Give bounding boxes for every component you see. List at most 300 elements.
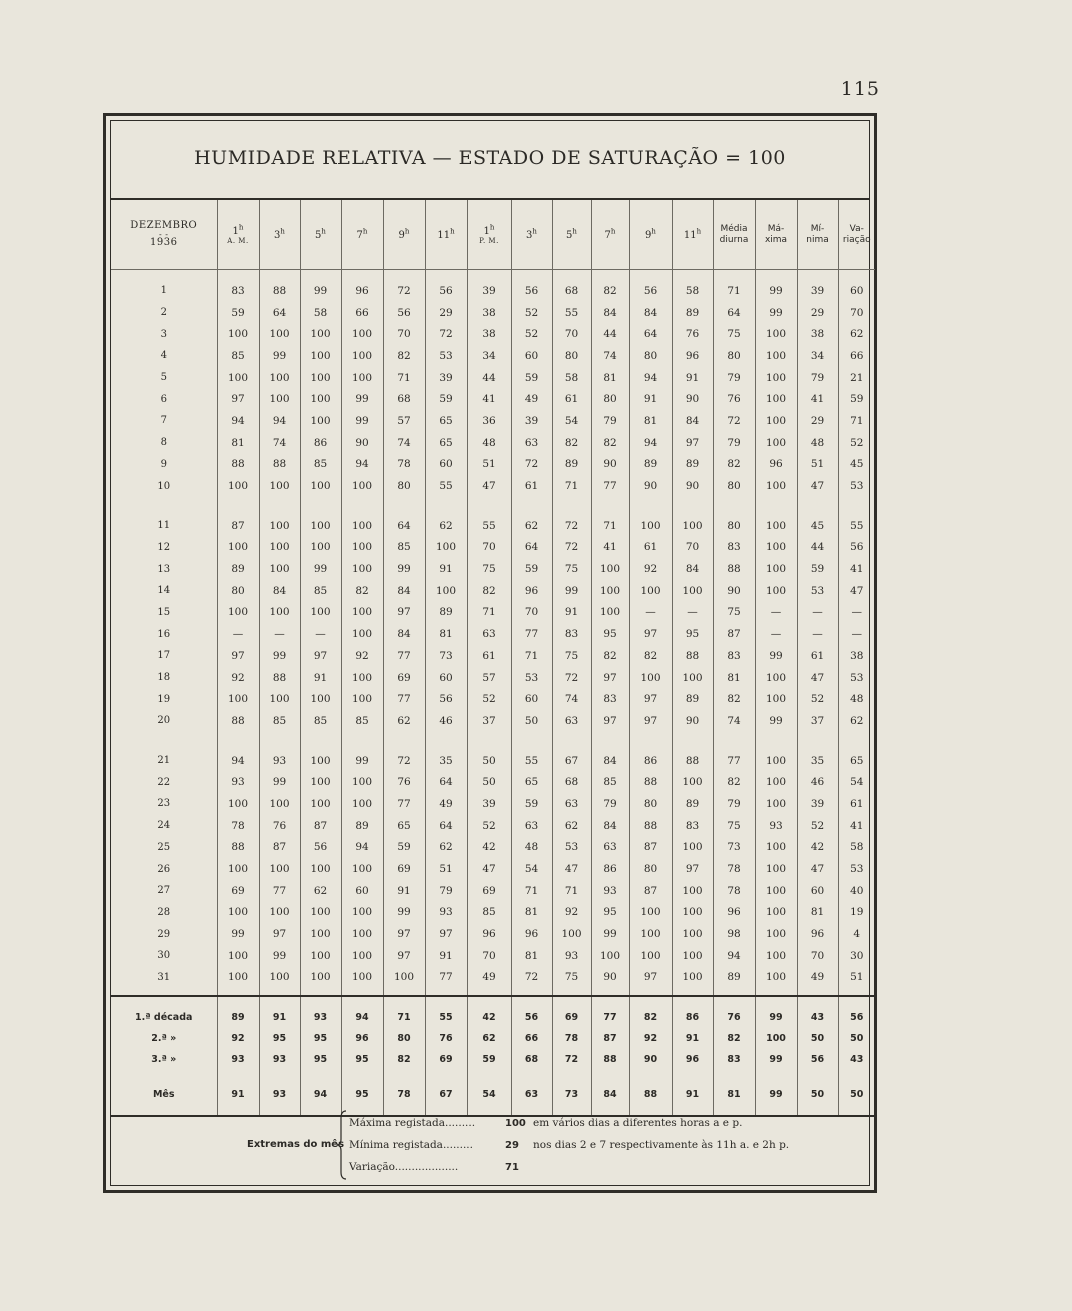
value-cell: 89 xyxy=(672,793,713,815)
value-cell: 100 xyxy=(259,793,300,815)
value-cell: 78 xyxy=(713,880,755,902)
header-variacao xyxy=(838,200,875,270)
value-cell: 87 xyxy=(713,623,755,645)
spacer-cell xyxy=(511,497,552,515)
header-hour-6 xyxy=(425,200,467,270)
value-cell: 96 xyxy=(713,902,755,924)
spacer-cell xyxy=(797,988,838,996)
row-label: 19 xyxy=(157,693,171,705)
value-cell: 100 xyxy=(300,345,341,367)
spacer-cell xyxy=(797,270,838,281)
value-cell: 100 xyxy=(672,580,713,602)
value-cell: 74 xyxy=(383,432,425,454)
header-hour-label xyxy=(315,227,326,241)
row-label: 27 xyxy=(157,885,171,897)
value-cell: 88 xyxy=(591,1049,629,1070)
value-cell: 82 xyxy=(467,580,511,602)
header-hour-label xyxy=(566,227,577,241)
extreme-min-note: nos dias 2 e 7 respectivamente às 11h a. e 2h p. xyxy=(533,1139,790,1151)
value-cell: 91 xyxy=(425,945,467,967)
value-cell: 91 xyxy=(629,388,672,410)
value-cell: 99 xyxy=(259,345,300,367)
spacer-cell xyxy=(217,270,259,281)
value-cell: 79 xyxy=(797,367,838,389)
value-cell: 19 xyxy=(838,902,875,924)
table-row xyxy=(111,688,875,710)
value-cell: 60 xyxy=(425,667,467,689)
value-cell: 67 xyxy=(552,750,591,772)
value-cell: 56 xyxy=(838,537,875,559)
header-hour-mark: h xyxy=(238,223,244,232)
value-cell: 75 xyxy=(552,645,591,667)
row-label: 3 xyxy=(160,328,167,340)
value-cell: 82 xyxy=(552,432,591,454)
value-cell: 78 xyxy=(713,858,755,880)
value-cell: 52 xyxy=(797,688,838,710)
value-cell: 100 xyxy=(341,345,383,367)
row-label: 25 xyxy=(157,841,171,853)
value-cell: 62 xyxy=(552,815,591,837)
value-cell: 86 xyxy=(300,432,341,454)
value-cell: 100 xyxy=(341,558,383,580)
value-cell: 38 xyxy=(797,323,838,345)
value-cell: 66 xyxy=(838,345,875,367)
value-cell: 49 xyxy=(425,793,467,815)
spacer-cell xyxy=(552,732,591,750)
value-cell: 52 xyxy=(467,815,511,837)
value-cell: 100 xyxy=(755,793,797,815)
value-cell: 100 xyxy=(755,923,797,945)
summary-separator xyxy=(111,988,875,996)
value-cell: 96 xyxy=(755,454,797,476)
header-hour-number: 9 xyxy=(398,229,405,241)
value-cell: 62 xyxy=(511,515,552,537)
spacer-cell xyxy=(552,1070,591,1084)
header-maxima xyxy=(755,200,797,270)
value-cell: 70 xyxy=(838,302,875,324)
summary-row xyxy=(111,1028,875,1049)
value-cell: 34 xyxy=(467,345,511,367)
value-cell: 51 xyxy=(838,967,875,989)
brace-icon xyxy=(337,1110,347,1180)
spacer-cell xyxy=(425,996,467,1007)
table-row xyxy=(111,967,875,989)
value-cell: 29 xyxy=(425,302,467,324)
value-cell: 56 xyxy=(511,280,552,302)
value-cell: 86 xyxy=(591,858,629,880)
header-hour-label xyxy=(232,223,244,237)
value-cell: 78 xyxy=(552,1028,591,1049)
table-row xyxy=(111,475,875,497)
value-cell: 77 xyxy=(511,623,552,645)
value-cell: 100 xyxy=(341,902,383,924)
value-cell: 66 xyxy=(511,1028,552,1049)
value-cell: 50 xyxy=(467,771,511,793)
value-cell: 97 xyxy=(383,923,425,945)
value-cell: 85 xyxy=(217,345,259,367)
value-cell: 79 xyxy=(713,793,755,815)
value-cell: 99 xyxy=(217,923,259,945)
extreme-variation-label: Variação................... xyxy=(349,1161,459,1173)
spacer-cell xyxy=(300,732,341,750)
value-cell: 100 xyxy=(629,667,672,689)
value-cell: 64 xyxy=(425,771,467,793)
value-cell: 82 xyxy=(629,645,672,667)
header-hour-11 xyxy=(629,200,672,270)
header-hour-number: 9 xyxy=(645,229,652,241)
header-hour-label xyxy=(356,227,368,241)
spacer-cell xyxy=(511,270,552,281)
table-row xyxy=(111,580,875,602)
value-cell: 83 xyxy=(713,1049,755,1070)
header-hour-number: 1 xyxy=(483,225,490,237)
value-cell: 95 xyxy=(591,902,629,924)
value-cell: 84 xyxy=(383,623,425,645)
value-cell: 95 xyxy=(341,1084,383,1105)
value-cell: 45 xyxy=(797,515,838,537)
spacer-cell xyxy=(467,988,511,996)
value-cell: 100 xyxy=(591,602,629,624)
value-cell: 95 xyxy=(259,1028,300,1049)
row-label: 11 xyxy=(157,520,171,532)
value-cell: 100 xyxy=(300,902,341,924)
table-row xyxy=(111,432,875,454)
value-cell: 39 xyxy=(467,793,511,815)
value-cell: 79 xyxy=(713,432,755,454)
spacer-cell xyxy=(552,988,591,996)
value-cell: 62 xyxy=(838,710,875,732)
value-cell: 52 xyxy=(511,323,552,345)
value-cell: — xyxy=(300,623,341,645)
value-cell: 100 xyxy=(672,923,713,945)
value-cell: 100 xyxy=(755,771,797,793)
value-cell: 83 xyxy=(672,815,713,837)
value-cell: 100 xyxy=(755,880,797,902)
value-cell: 38 xyxy=(838,645,875,667)
value-cell: 97 xyxy=(217,388,259,410)
value-cell: 84 xyxy=(672,558,713,580)
value-cell: 100 xyxy=(672,880,713,902)
value-cell: 68 xyxy=(552,280,591,302)
value-cell: 84 xyxy=(672,410,713,432)
value-cell: 76 xyxy=(713,1007,755,1028)
value-cell: 100 xyxy=(341,515,383,537)
table-row xyxy=(111,710,875,732)
value-cell: 87 xyxy=(629,880,672,902)
value-cell: 92 xyxy=(217,1028,259,1049)
row-label: Mês xyxy=(152,1089,175,1101)
value-cell: 52 xyxy=(797,815,838,837)
value-cell: 38 xyxy=(467,323,511,345)
value-cell: 100 xyxy=(259,515,300,537)
value-cell: — xyxy=(755,623,797,645)
header-dash: - - xyxy=(159,229,169,239)
table-row xyxy=(111,280,875,302)
value-cell: 71 xyxy=(383,1007,425,1028)
value-cell: 100 xyxy=(629,902,672,924)
value-cell: 100 xyxy=(300,602,341,624)
spacer-cell xyxy=(591,988,629,996)
spacer-cell xyxy=(425,497,467,515)
header-hour-label xyxy=(526,227,537,241)
header-hour-number: 3 xyxy=(274,229,281,241)
value-cell: 80 xyxy=(629,345,672,367)
value-cell: 99 xyxy=(755,710,797,732)
value-cell: 99 xyxy=(259,945,300,967)
spacer-cell xyxy=(713,497,755,515)
value-cell: 81 xyxy=(713,1084,755,1105)
spacer-cell xyxy=(591,1070,629,1084)
row-label: 29 xyxy=(157,928,171,940)
value-cell: 47 xyxy=(467,475,511,497)
header-variacao-line: Va- xyxy=(849,224,864,235)
value-cell: 77 xyxy=(591,475,629,497)
value-cell: 100 xyxy=(300,688,341,710)
value-cell: 91 xyxy=(259,1007,300,1028)
value-cell: 79 xyxy=(713,367,755,389)
value-cell: 100 xyxy=(755,1028,797,1049)
value-cell: 71 xyxy=(511,645,552,667)
value-cell: 62 xyxy=(425,837,467,859)
value-cell: 95 xyxy=(591,623,629,645)
value-cell: 91 xyxy=(552,602,591,624)
header-month-cell xyxy=(111,200,217,270)
value-cell: 85 xyxy=(300,710,341,732)
spacer-cell xyxy=(755,270,797,281)
header-media xyxy=(713,200,755,270)
value-cell: 81 xyxy=(629,410,672,432)
value-cell: 89 xyxy=(672,688,713,710)
value-cell: 100 xyxy=(341,793,383,815)
spacer-cell xyxy=(838,270,875,281)
spacer-cell xyxy=(511,988,552,996)
value-cell: 96 xyxy=(511,923,552,945)
header-hour-mark: h xyxy=(651,227,656,236)
value-cell: 64 xyxy=(713,302,755,324)
value-cell: 99 xyxy=(755,645,797,667)
header-hour-2 xyxy=(259,200,300,270)
value-cell: 100 xyxy=(755,837,797,859)
value-cell: 55 xyxy=(552,302,591,324)
value-cell: 90 xyxy=(629,1049,672,1070)
value-cell: 34 xyxy=(797,345,838,367)
value-cell: 61 xyxy=(838,793,875,815)
value-cell: 70 xyxy=(467,945,511,967)
spacer-cell xyxy=(259,270,300,281)
spacer-cell xyxy=(552,996,591,1007)
extreme-max-label: Máxima registada......... xyxy=(349,1117,476,1129)
value-cell: 56 xyxy=(383,302,425,324)
value-cell: 76 xyxy=(383,771,425,793)
value-cell: 95 xyxy=(672,623,713,645)
header-hour-number: 11 xyxy=(437,229,451,241)
humidity-table xyxy=(111,200,875,1117)
value-cell: 100 xyxy=(755,858,797,880)
value-cell: 100 xyxy=(629,923,672,945)
value-cell: 79 xyxy=(591,793,629,815)
top-spacer xyxy=(111,270,875,281)
value-cell: 61 xyxy=(511,475,552,497)
table-row xyxy=(111,793,875,815)
value-cell: 41 xyxy=(838,558,875,580)
month-gap xyxy=(111,1070,875,1084)
value-cell: 69 xyxy=(383,667,425,689)
value-cell: 85 xyxy=(341,710,383,732)
row-label: 6 xyxy=(160,393,167,405)
value-cell: 71 xyxy=(838,410,875,432)
value-cell: 77 xyxy=(713,750,755,772)
value-cell: 39 xyxy=(467,280,511,302)
spacer-cell xyxy=(797,1070,838,1084)
row-label: 31 xyxy=(157,971,171,983)
value-cell: 56 xyxy=(425,688,467,710)
header-maxima-line: Má- xyxy=(767,224,785,235)
value-cell: 60 xyxy=(341,880,383,902)
value-cell: 88 xyxy=(629,771,672,793)
page-number: 115 xyxy=(840,78,880,100)
value-cell: 97 xyxy=(259,923,300,945)
value-cell: 53 xyxy=(797,580,838,602)
spacer-cell xyxy=(755,732,797,750)
value-cell: 51 xyxy=(425,858,467,880)
value-cell: 100 xyxy=(217,602,259,624)
value-cell: 91 xyxy=(425,558,467,580)
row-label: 1.ª década xyxy=(135,1012,193,1024)
value-cell: 48 xyxy=(511,837,552,859)
value-cell: 72 xyxy=(425,323,467,345)
row-label: 14 xyxy=(157,585,171,597)
value-cell: — xyxy=(797,602,838,624)
value-cell: 92 xyxy=(629,558,672,580)
value-cell: 80 xyxy=(713,345,755,367)
value-cell: 73 xyxy=(713,837,755,859)
value-cell: 100 xyxy=(259,537,300,559)
value-cell: 76 xyxy=(713,388,755,410)
value-cell: 53 xyxy=(425,345,467,367)
value-cell: 100 xyxy=(755,688,797,710)
value-cell: 35 xyxy=(797,750,838,772)
value-cell: 76 xyxy=(425,1028,467,1049)
value-cell: 100 xyxy=(629,945,672,967)
spacer-cell xyxy=(467,270,511,281)
spacer-cell xyxy=(217,1070,259,1084)
value-cell: 88 xyxy=(259,280,300,302)
value-cell: 100 xyxy=(672,945,713,967)
value-cell: 100 xyxy=(341,923,383,945)
value-cell: 95 xyxy=(341,1049,383,1070)
value-cell: 90 xyxy=(672,710,713,732)
spacer-cell xyxy=(713,270,755,281)
value-cell: 88 xyxy=(217,710,259,732)
value-cell: 84 xyxy=(591,750,629,772)
value-cell: 72 xyxy=(552,515,591,537)
value-cell: 57 xyxy=(383,410,425,432)
value-cell: 47 xyxy=(467,858,511,880)
spacer-cell xyxy=(111,996,217,1007)
value-cell: 100 xyxy=(217,475,259,497)
value-cell: 100 xyxy=(629,580,672,602)
value-cell: 39 xyxy=(797,793,838,815)
spacer-cell xyxy=(511,996,552,1007)
value-cell: 100 xyxy=(300,793,341,815)
extreme-max-note: em vários dias a diferentes horas a e p. xyxy=(533,1117,743,1129)
value-cell: 90 xyxy=(672,475,713,497)
value-cell: 98 xyxy=(713,923,755,945)
value-cell: 64 xyxy=(259,302,300,324)
value-cell: 72 xyxy=(383,280,425,302)
value-cell: 91 xyxy=(300,667,341,689)
spacer-cell xyxy=(552,497,591,515)
value-cell: 39 xyxy=(425,367,467,389)
header-month: DEZEMBRO xyxy=(130,220,198,232)
spacer-cell xyxy=(425,1070,467,1084)
value-cell: 80 xyxy=(713,475,755,497)
value-cell: 100 xyxy=(591,558,629,580)
value-cell: 85 xyxy=(300,454,341,476)
header-hour-mark: h xyxy=(489,223,495,232)
spacer-cell xyxy=(341,497,383,515)
extreme-min-value: 29 xyxy=(505,1140,519,1151)
spacer-cell xyxy=(467,996,511,1007)
header-hour-mark: h xyxy=(280,227,285,236)
spacer-cell xyxy=(383,732,425,750)
value-cell: 100 xyxy=(259,902,300,924)
value-cell: 100 xyxy=(217,902,259,924)
value-cell: 63 xyxy=(591,837,629,859)
header-hour-number: 3 xyxy=(526,229,533,241)
value-cell: 87 xyxy=(259,837,300,859)
value-cell: 59 xyxy=(838,388,875,410)
value-cell: 47 xyxy=(797,475,838,497)
spacer-cell xyxy=(425,988,467,996)
value-cell: 94 xyxy=(259,410,300,432)
spacer-cell xyxy=(511,732,552,750)
value-cell: 48 xyxy=(838,688,875,710)
value-cell: 59 xyxy=(467,1049,511,1070)
value-cell: 100 xyxy=(300,945,341,967)
value-cell: 82 xyxy=(713,1028,755,1049)
value-cell: 92 xyxy=(552,902,591,924)
value-cell: 100 xyxy=(755,945,797,967)
value-cell: 99 xyxy=(755,1084,797,1105)
value-cell: 72 xyxy=(511,967,552,989)
value-cell: 90 xyxy=(591,967,629,989)
value-cell: 41 xyxy=(797,388,838,410)
value-cell: 49 xyxy=(797,967,838,989)
value-cell: 94 xyxy=(217,410,259,432)
header-hour-label xyxy=(437,227,455,241)
value-cell: 61 xyxy=(629,537,672,559)
value-cell: 95 xyxy=(300,1028,341,1049)
value-cell: 72 xyxy=(552,667,591,689)
value-cell: 58 xyxy=(300,302,341,324)
value-cell: 96 xyxy=(797,923,838,945)
value-cell: 100 xyxy=(552,923,591,945)
value-cell: 97 xyxy=(300,645,341,667)
spacer-cell xyxy=(552,270,591,281)
spacer-cell xyxy=(341,1070,383,1084)
value-cell: 77 xyxy=(591,1007,629,1028)
row-label: 16 xyxy=(157,628,171,640)
value-cell: 83 xyxy=(713,537,755,559)
value-cell: 94 xyxy=(341,454,383,476)
value-cell: 97 xyxy=(383,602,425,624)
value-cell: 82 xyxy=(713,771,755,793)
value-cell: 65 xyxy=(425,410,467,432)
header-hour-mark: h xyxy=(532,227,537,236)
value-cell: 100 xyxy=(672,837,713,859)
value-cell: 100 xyxy=(341,858,383,880)
